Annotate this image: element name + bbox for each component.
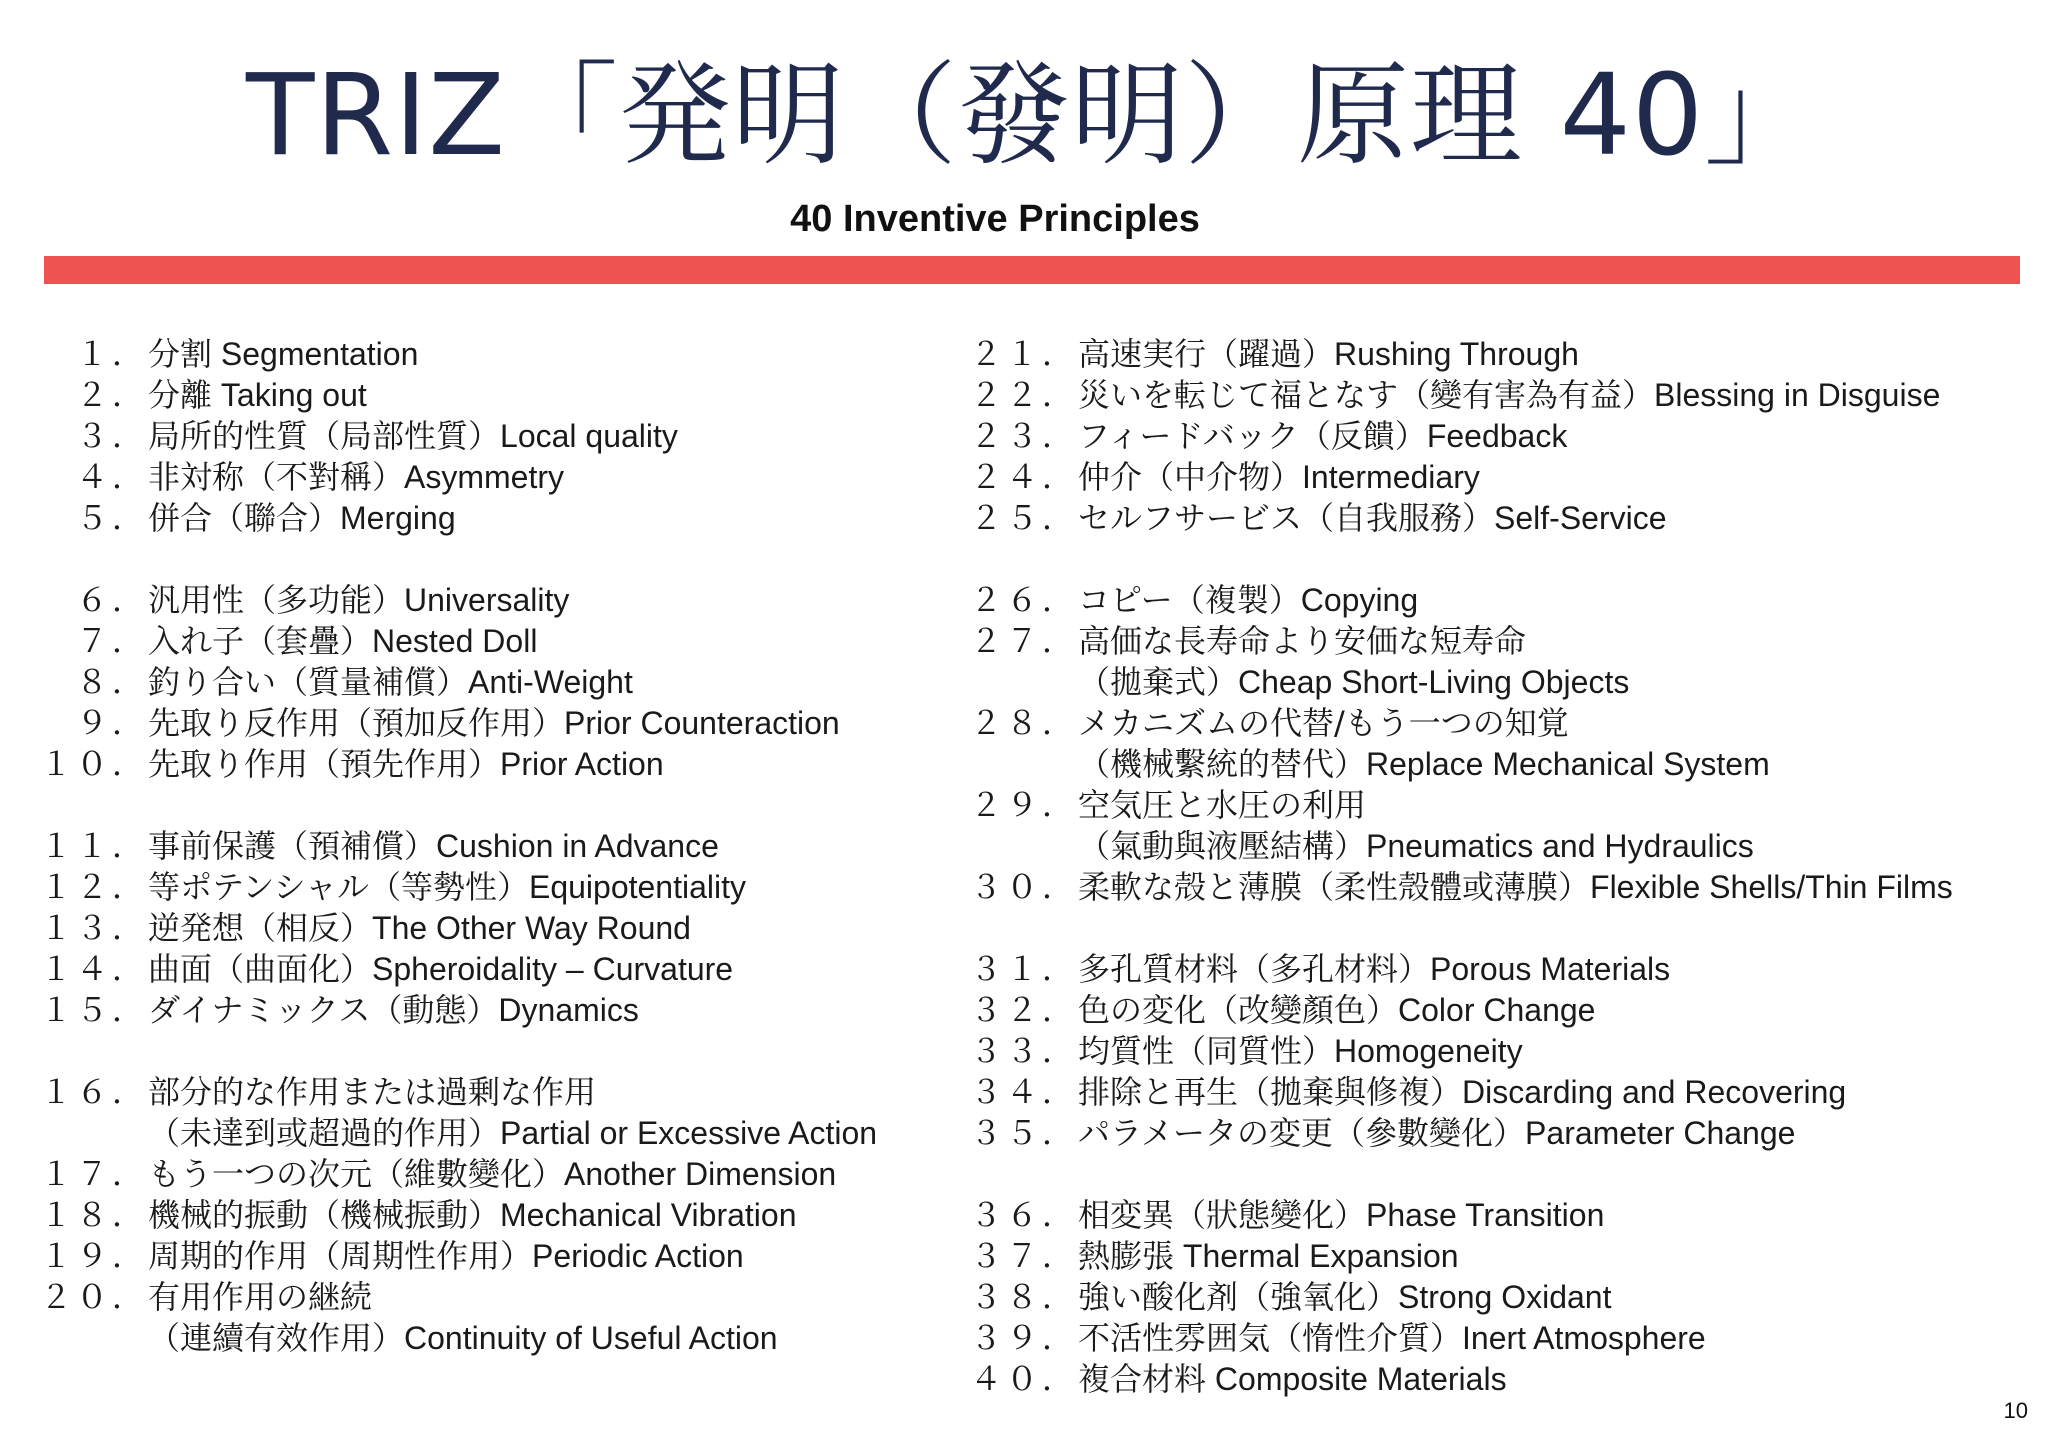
principle-name-jp: もう一つの次元（維數變化） — [148, 1155, 565, 1193]
principle-number: １４． — [40, 950, 149, 988]
principle-name-jp: 先取り反作用（預加反作用） — [148, 704, 565, 742]
principle-item — [40, 1277, 970, 1318]
principle-continuation — [40, 1113, 970, 1154]
principle-item — [40, 621, 970, 662]
principle-item — [40, 375, 970, 416]
principle-item — [968, 498, 2028, 539]
principle-name-en: The Other Way Round — [372, 910, 691, 946]
principle-name-jp: 複合材料 — [1078, 1360, 1207, 1398]
group-spacer — [40, 785, 970, 826]
page-subtitle: 40 Inventive Principles — [790, 198, 1200, 240]
principle-name-jp: 周期的作用（周期性作用） — [148, 1237, 533, 1275]
principle-item — [40, 457, 970, 498]
principle-item — [40, 1236, 970, 1277]
principle-continuation — [40, 1318, 970, 1359]
principle-number: ２２． — [969, 376, 1078, 414]
principle-name-en: Blessing in Disguise — [1654, 377, 1941, 413]
principle-name-jp: 高価な長寿命より安価な短寿命 — [1078, 622, 1527, 660]
principle-name-jp: （氣動與液壓結構） — [1078, 827, 1367, 865]
principle-name-jp: 釣り合い（質量補償） — [148, 663, 469, 701]
group-spacer — [968, 908, 2028, 949]
principle-number: １０． — [40, 745, 149, 783]
principle-item — [968, 990, 2028, 1031]
principle-item — [968, 580, 2028, 621]
principle-item — [968, 949, 2028, 990]
principle-name-jp: 機械的振動（機械振動） — [148, 1196, 501, 1234]
principle-name-jp: 排除と再生（拋棄與修複） — [1078, 1073, 1463, 1111]
principle-number: ３４． — [969, 1073, 1078, 1111]
principle-item — [40, 498, 970, 539]
principle-name-en: Thermal Expansion — [1174, 1238, 1459, 1274]
principle-number: ２５． — [969, 499, 1078, 537]
principle-number: ３５． — [969, 1114, 1078, 1152]
principle-item — [40, 334, 970, 375]
principle-number: １６． — [40, 1073, 149, 1111]
principle-number: １３． — [40, 909, 149, 947]
principle-name-en: Pneumatics and Hydraulics — [1366, 828, 1754, 864]
principle-continuation — [968, 744, 2028, 785]
principle-item — [968, 1359, 2028, 1400]
principle-name-jp: 多孔質材料（多孔材料） — [1078, 950, 1431, 988]
principle-continuation — [968, 662, 2028, 703]
principle-name-en: Local quality — [500, 418, 678, 454]
principle-name-jp: セルフサービス（自我服務） — [1078, 499, 1495, 537]
page-number: 10 — [2003, 1398, 2028, 1423]
principle-name-en: Self-Service — [1494, 500, 1667, 536]
principle-number: ２９． — [969, 786, 1078, 824]
principle-name-jp: ダイナミックス（動態） — [148, 991, 499, 1029]
principle-name-en: Another Dimension — [564, 1156, 837, 1192]
principles-list-left — [40, 334, 970, 1359]
principle-name-jp: （拋棄式） — [1078, 663, 1239, 701]
principle-name-en: Flexible Shells/Thin Films — [1590, 869, 1953, 905]
principle-name-en: Universality — [404, 582, 570, 618]
principle-name-en: Parameter Change — [1525, 1115, 1796, 1151]
principle-name-en: Nested Doll — [372, 623, 538, 659]
principle-name-en: Homogeneity — [1334, 1033, 1523, 1069]
principle-name-jp: 仲介（中介物） — [1078, 458, 1303, 496]
principle-number: ３２． — [969, 991, 1078, 1029]
principles-list-right — [968, 334, 2028, 1400]
principle-number: ２１． — [969, 335, 1078, 373]
principle-name-en: Periodic Action — [532, 1238, 744, 1274]
principle-name-en: Partial or Excessive Action — [500, 1115, 878, 1151]
group-spacer — [40, 1031, 970, 1072]
principle-item — [40, 662, 970, 703]
principle-name-en: Color Change — [1398, 992, 1596, 1028]
principle-name-jp: 相変異（狀態變化） — [1078, 1196, 1367, 1234]
principle-name-jp: 汎用性（多功能） — [148, 581, 405, 619]
principle-name-en: Feedback — [1426, 418, 1568, 454]
principle-name-jp: メカニズムの代替/もう一つの知覚 — [1078, 704, 1569, 742]
principle-name-jp: フィードバック（反饋） — [1078, 417, 1427, 455]
principle-name-en: Discarding and Recovering — [1462, 1074, 1847, 1110]
principle-item — [968, 1113, 2028, 1154]
principle-name-en: Phase Transition — [1366, 1197, 1605, 1233]
principle-item — [968, 785, 2028, 826]
principle-number: １２． — [40, 868, 149, 906]
principle-item — [968, 1318, 2028, 1359]
principle-name-en: Taking out — [212, 377, 367, 413]
principle-number: ２０． — [40, 1278, 149, 1316]
principle-item — [968, 334, 2028, 375]
principle-item — [968, 703, 2028, 744]
principle-name-jp: 事前保護（預補償） — [148, 827, 437, 865]
principle-item — [968, 457, 2028, 498]
principle-name-jp: （連續有效作用） — [148, 1319, 405, 1357]
principle-name-en: Inert Atmosphere — [1462, 1320, 1706, 1356]
principle-name-jp: 有用作用の継続 — [148, 1278, 373, 1316]
group-spacer — [968, 1154, 2028, 1195]
principle-name-jp: （機械繫統的替代） — [1078, 745, 1367, 783]
principle-name-jp: 均質性（同質性） — [1078, 1032, 1335, 1070]
principle-item — [968, 621, 2028, 662]
principle-item — [40, 949, 970, 990]
principle-number: １７． — [40, 1155, 149, 1193]
principle-item — [968, 1195, 2028, 1236]
principle-name-en: Cheap Short-Living Objects — [1238, 664, 1630, 700]
principle-number: ２６． — [969, 581, 1078, 619]
principle-number: ７． — [75, 622, 148, 660]
principle-item — [968, 1072, 2028, 1113]
principle-number: ３０． — [969, 868, 1078, 906]
principle-item — [40, 744, 970, 785]
principle-name-jp: 柔軟な殻と薄膜（柔性殼體或薄膜） — [1078, 868, 1591, 906]
group-spacer — [40, 539, 970, 580]
principle-number: ３． — [75, 417, 148, 455]
principle-name-en: Composite Materials — [1206, 1361, 1507, 1397]
principle-name-jp: 分離 — [148, 376, 213, 414]
principle-name-jp: 部分的な作用または過剰な作用 — [148, 1073, 597, 1111]
principle-item — [968, 1236, 2028, 1277]
principle-item — [40, 416, 970, 457]
principle-item — [40, 1195, 970, 1236]
principle-name-jp: 高速実行（躍過） — [1078, 335, 1335, 373]
principle-name-en: Dynamics — [498, 992, 639, 1028]
principle-name-jp: パラメータの変更（參數變化） — [1078, 1114, 1526, 1152]
principle-number: ３６． — [969, 1196, 1078, 1234]
principle-name-en: Porous Materials — [1430, 951, 1671, 987]
principle-item — [40, 580, 970, 621]
principle-name-jp: 不活性雰囲気（惰性介質） — [1078, 1319, 1463, 1357]
principle-item — [968, 1031, 2028, 1072]
principle-number: ４． — [75, 458, 148, 496]
principle-name-jp: 非対称（不對稱） — [148, 458, 405, 496]
principle-name-jp: 色の変化（改變顏色） — [1078, 991, 1399, 1029]
principle-name-en: Spheroidality – Curvature — [372, 951, 734, 987]
principle-name-jp: コピー（複製） — [1078, 581, 1301, 619]
principle-number: ２４． — [969, 458, 1078, 496]
principle-name-jp: 逆発想（相反） — [148, 909, 373, 947]
principle-name-en: Intermediary — [1302, 459, 1480, 495]
principle-name-jp: 先取り作用（預先作用） — [148, 745, 501, 783]
accent-divider — [44, 256, 2020, 284]
principle-number: ３３． — [969, 1032, 1078, 1070]
principle-name-jp: 災いを転じて福となす（變有害為有益） — [1078, 376, 1655, 414]
principle-name-jp: 空気圧と水圧の利用 — [1078, 786, 1367, 824]
principle-name-en: Rushing Through — [1334, 336, 1579, 372]
principle-name-en: Mechanical Vibration — [500, 1197, 797, 1233]
principle-name-en: Cushion in Advance — [436, 828, 719, 864]
principle-name-jp: 熱膨張 — [1078, 1237, 1175, 1275]
principle-continuation — [968, 826, 2028, 867]
principle-item — [40, 703, 970, 744]
principle-name-jp: 局所的性質（局部性質） — [148, 417, 501, 455]
principle-number: １５． — [40, 991, 149, 1029]
principle-name-jp: 強い酸化剤（強氧化） — [1078, 1278, 1399, 1316]
principle-item — [968, 867, 2028, 908]
principle-number: １９． — [40, 1237, 149, 1275]
principle-name-en: Prior Counteraction — [564, 705, 840, 741]
principle-number: ２７． — [969, 622, 1078, 660]
principle-name-jp: （未達到或超過的作用） — [148, 1114, 501, 1152]
principle-number: １． — [75, 335, 148, 373]
principle-item — [40, 826, 970, 867]
group-spacer — [968, 539, 2028, 580]
principle-item — [968, 1277, 2028, 1318]
principle-number: ６． — [75, 581, 148, 619]
principle-number: ５． — [75, 499, 148, 537]
principle-number: ８． — [75, 663, 148, 701]
principle-name-jp: 入れ子（套疊） — [148, 622, 373, 660]
principle-item — [40, 1072, 970, 1113]
principle-name-en: Anti-Weight — [468, 664, 633, 700]
principle-number: ３８． — [969, 1278, 1078, 1316]
principle-name-en: Copying — [1300, 582, 1419, 618]
principle-number: ２３． — [969, 417, 1078, 455]
principle-name-en: Prior Action — [500, 746, 664, 782]
principle-name-jp: 分割 — [148, 335, 213, 373]
principle-name-en: Equipotentiality — [528, 869, 746, 905]
principle-number: ２． — [75, 376, 148, 414]
principle-item — [40, 908, 970, 949]
principle-number: ２８． — [969, 704, 1078, 742]
principle-name-jp: 併合（聯合） — [148, 499, 341, 537]
principle-name-jp: 等ポテンシャル（等勢性） — [148, 868, 529, 906]
principle-item — [40, 867, 970, 908]
principle-name-en: Continuity of Useful Action — [404, 1320, 778, 1356]
principle-name-en: Strong Oxidant — [1398, 1279, 1612, 1315]
principle-number: ３１． — [969, 950, 1078, 988]
principle-name-en: Segmentation — [212, 336, 419, 372]
principle-number: ３９． — [969, 1319, 1078, 1357]
page-title: TRIZ「発明（發明）原理 40」 — [246, 51, 1818, 181]
principle-name-jp: 曲面（曲面化） — [148, 950, 373, 988]
principle-name-en: Merging — [340, 500, 456, 536]
principle-number: ３７． — [969, 1237, 1078, 1275]
principle-item — [40, 1154, 970, 1195]
principle-number: １１． — [40, 827, 149, 865]
principle-number: ４０． — [969, 1360, 1078, 1398]
principle-item — [968, 416, 2028, 457]
principle-name-en: Asymmetry — [404, 459, 565, 495]
principle-name-en: Replace Mechanical System — [1366, 746, 1770, 782]
principle-number: ９． — [75, 704, 148, 742]
principle-item — [40, 990, 970, 1031]
principle-number: １８． — [40, 1196, 149, 1234]
principle-item — [968, 375, 2028, 416]
